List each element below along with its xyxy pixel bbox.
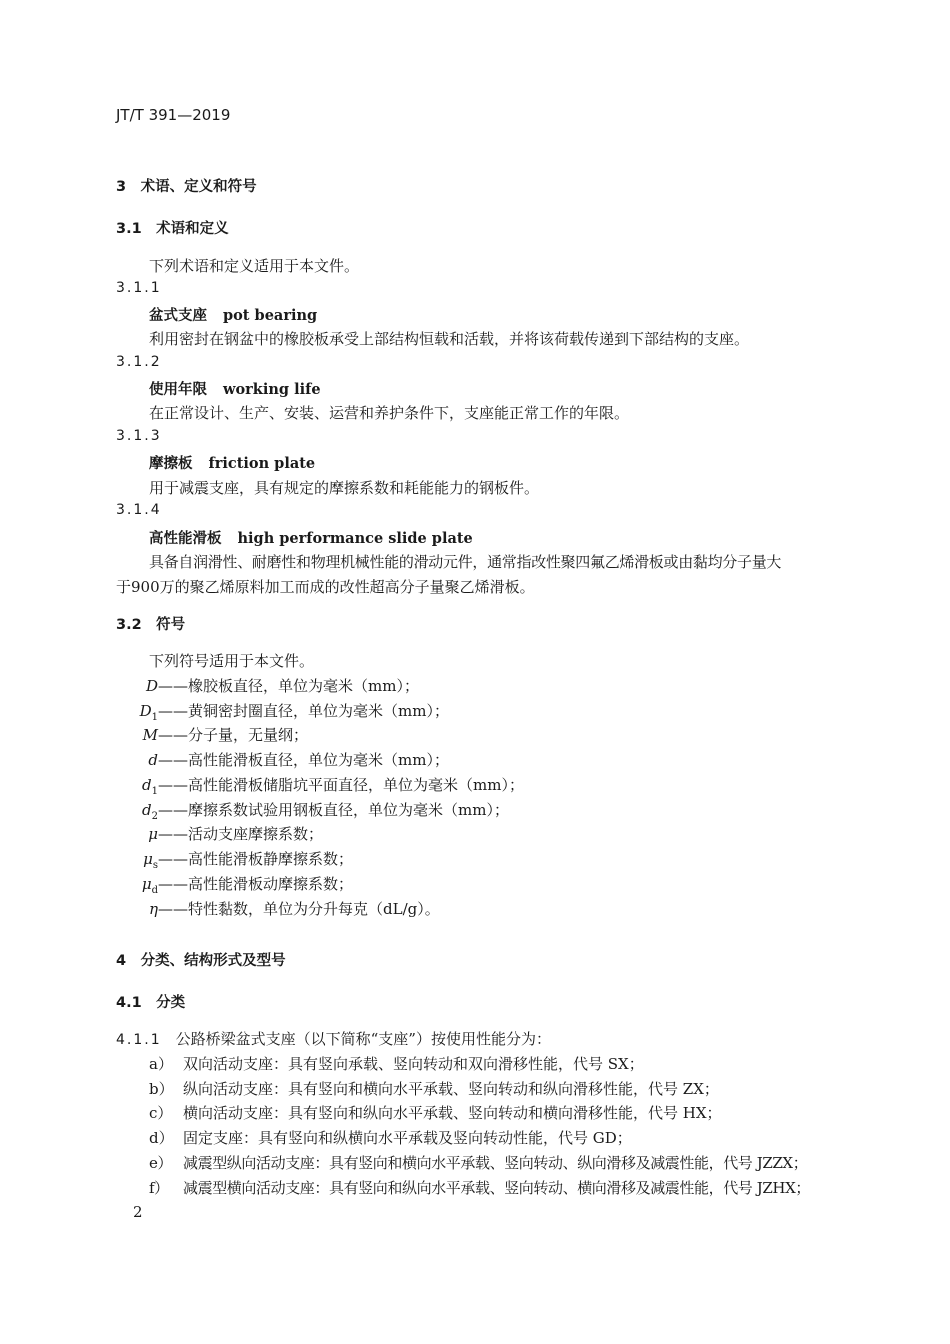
term-number: 3.1.1 [116, 280, 162, 296]
list-item [149, 1127, 632, 1148]
term-title [149, 304, 317, 325]
term-zh: 使用年限 [149, 382, 207, 398]
list-item [149, 1053, 644, 1074]
symbol-description: ——黄铜密封圈直径，单位为毫米（mm）； [158, 702, 449, 720]
symbol-row [110, 823, 323, 846]
symbol-row [110, 675, 419, 698]
term-en: pot bearing [223, 307, 318, 324]
term-number: 3.1.2 [116, 354, 162, 370]
symbol-description: ——橡胶板直径，单位为毫米（mm）； [158, 677, 419, 695]
symbol: D [145, 677, 158, 695]
symbol-description: ——特性黏数，单位为分升每克（dL/g）。 [158, 900, 440, 918]
term-definition: 利用密封在钢盆中的橡胶板承受上部结构恒载和活载，并将该荷载传递到下部结构的支座。 [149, 330, 750, 348]
symbol-description: ——摩擦系数试验用钢板直径，单位为毫米（mm）； [158, 801, 509, 819]
list-item [149, 1152, 807, 1173]
list-item-text: 双向活动支座：具有竖向承载、竖向转动和双向滑移性能，代号 SX； [183, 1055, 644, 1073]
term-definition-line-2: 于900万的聚乙烯原料加工而成的改性超高分子量聚乙烯滑板。 [116, 578, 535, 596]
list-item-label: a） [149, 1055, 173, 1073]
section-4-1-heading: 4.1 分类 [116, 995, 186, 1011]
term-zh: 高性能滑板 [149, 531, 222, 547]
term-en: friction plate [208, 455, 316, 472]
term-en: high performance slide plate [237, 530, 473, 547]
list-item-label: c） [149, 1104, 173, 1122]
list-item-label: b） [149, 1080, 174, 1098]
symbol: η [149, 900, 158, 918]
symbol: $\mu_s$ [143, 850, 158, 871]
document-code: JT/T 391—2019 [116, 106, 231, 124]
term-zh: 盆式支座 [149, 308, 207, 324]
section-3-2-intro: 下列符号适用于本文件。 [149, 652, 315, 670]
section-3-1-intro: 下列术语和定义适用于本文件。 [149, 257, 360, 275]
symbol-description: ——高性能滑板直径，单位为毫米（mm）； [158, 751, 449, 769]
page-number: 2 [133, 1203, 143, 1221]
term-zh: 摩擦板 [149, 456, 193, 472]
term-title [149, 452, 315, 473]
section-3-heading: 3 术语、定义和符号 [116, 179, 257, 195]
section-4-heading: 4 分类、结构形式及型号 [116, 953, 286, 969]
term-number: 3.1.4 [116, 502, 162, 518]
section-3-2-heading: 3.2 符号 [116, 617, 186, 633]
symbol-row [110, 749, 449, 772]
term-title [149, 527, 473, 548]
list-item-label: f） [149, 1179, 169, 1197]
symbol-row [110, 799, 509, 822]
symbol: d [148, 751, 158, 769]
list-item-text: 减震型横向活动支座：具有竖向和纵向水平承载、竖向转动、横向滑移及减震性能，代号 JZHX； [183, 1179, 810, 1197]
symbol-description: ——活动支座摩擦系数； [158, 825, 324, 843]
symbol-description: ——高性能滑板动摩擦系数； [158, 875, 354, 893]
symbol-description: ——分子量，无量纲； [158, 726, 309, 744]
symbol: μ [148, 825, 158, 843]
list-item [149, 1078, 719, 1099]
symbol-row [110, 848, 353, 871]
list-item-text: 纵向活动支座：具有竖向和横向水平承载、竖向转动和纵向滑移性能，代号 ZX； [183, 1080, 719, 1098]
term-definition: 在正常设计、生产、安装、运营和养护条件下，支座能正常工作的年限。 [149, 404, 630, 422]
list-item [149, 1102, 722, 1123]
symbol: $D_1$ [139, 702, 158, 723]
symbol: $d_1$ [142, 776, 158, 797]
symbol-row [110, 724, 308, 747]
symbol-row [110, 774, 524, 797]
term-en: working life [223, 381, 321, 398]
clause-text: 公路桥梁盆式支座（以下简称“支座”）按使用性能分为： [175, 1030, 551, 1048]
symbol: $\mu_d$ [141, 875, 158, 896]
list-item-label: d） [149, 1129, 174, 1147]
section-3-1-heading: 3.1 术语和定义 [116, 221, 229, 237]
list-item [149, 1177, 810, 1198]
clause-number: 4.1.1 [116, 1032, 162, 1048]
clause-4-1-1 [116, 1028, 551, 1049]
symbol-row [110, 873, 353, 896]
list-item-text: 减震型纵向活动支座：具有竖向和横向水平承载、竖向转动、纵向滑移及减震性能，代号 JZZX； [183, 1154, 808, 1172]
symbol-description: ——高性能滑板储脂坑平面直径，单位为毫米（mm）； [158, 776, 524, 794]
list-item-label: e） [149, 1154, 173, 1172]
symbol-row [110, 700, 449, 723]
term-definition: 用于减震支座，具有规定的摩擦系数和耗能能力的钢板件。 [149, 479, 540, 497]
list-item-text: 横向活动支座：具有竖向和纵向水平承载、竖向转动和横向滑移性能，代号 HX； [183, 1104, 722, 1122]
list-item-text: 固定支座：具有竖向和纵横向水平承载及竖向转动性能，代号 GD； [183, 1129, 632, 1147]
term-definition-line-1: 具备自润滑性、耐磨性和物理机械性能的滑动元件，通常指改性聚四氟乙烯滑板或由黏均分子量大 [149, 553, 782, 571]
symbol-row [110, 898, 440, 921]
symbol: $d_2$ [142, 801, 158, 822]
symbol-description: ——高性能滑板静摩擦系数； [158, 850, 354, 868]
term-title [149, 378, 321, 399]
term-number: 3.1.3 [116, 428, 162, 444]
symbol: M [142, 726, 158, 744]
